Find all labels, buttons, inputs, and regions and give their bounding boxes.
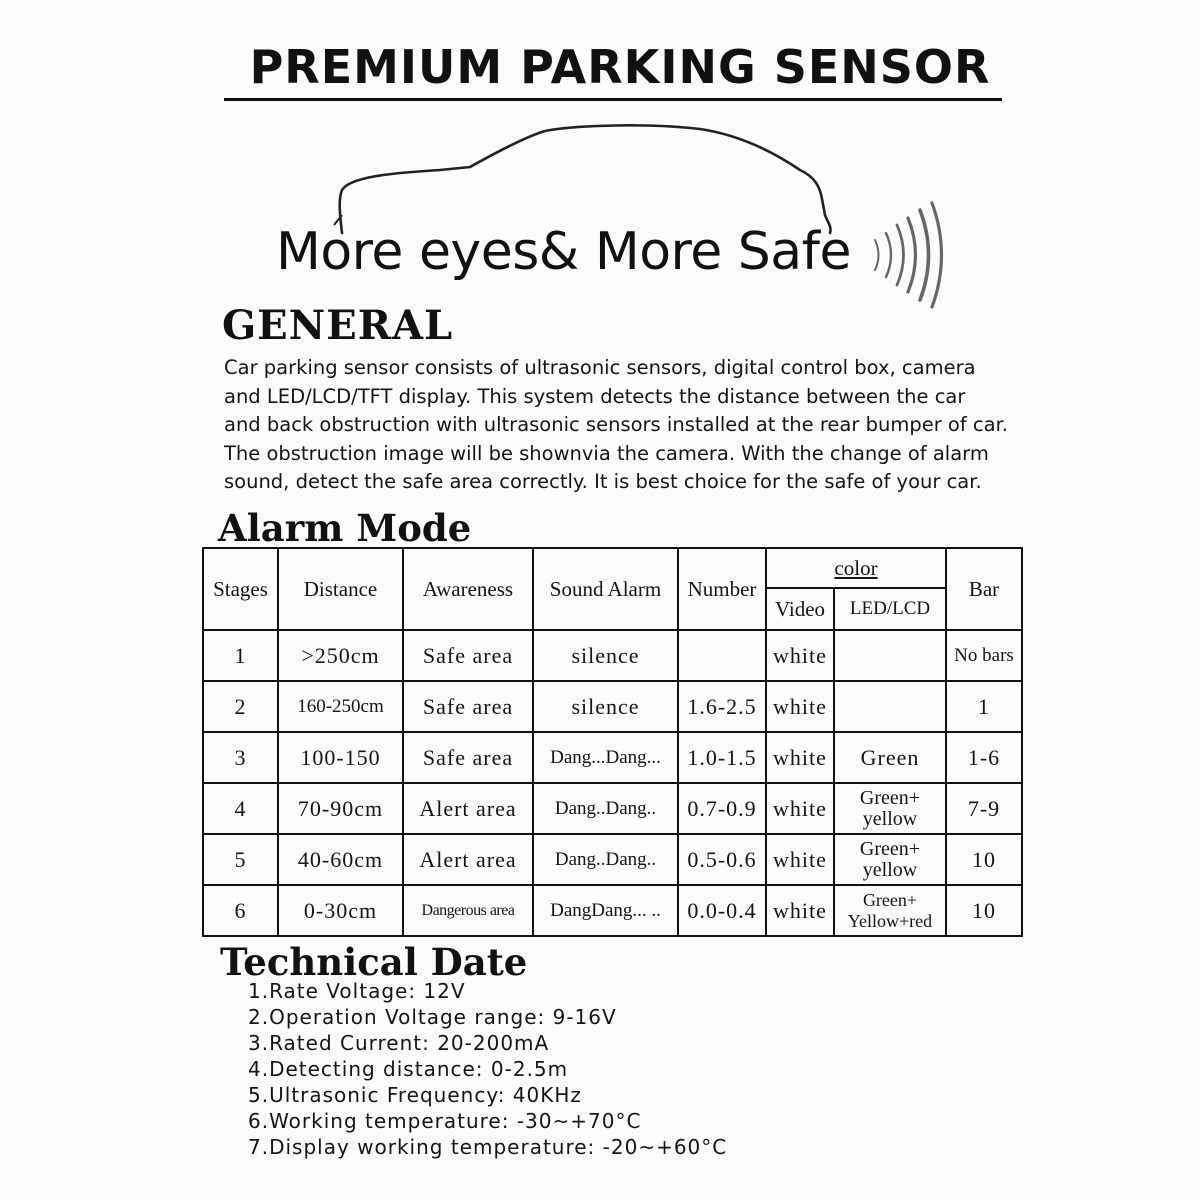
alarm-mode-table (202, 547, 1023, 937)
awareness-cell: Dangerous area (403, 885, 533, 936)
table-row (203, 630, 1022, 681)
sound-cell: silence (533, 681, 678, 732)
general-line: sound, detect the safe area correctly. It is best choice for the safe of your car. (224, 470, 982, 493)
general-line: The obstruction image will be shownvia the camera. With the change of alarm (224, 441, 989, 465)
table-row (203, 732, 1022, 783)
video-cell: white (766, 885, 834, 936)
awareness-cell: Alert area (403, 783, 533, 834)
list-item: 4.Detecting distance: 0-2.5m (248, 1057, 569, 1081)
led-cell (834, 681, 946, 732)
led-line: yellow (862, 858, 918, 881)
distance-cell: >250cm (278, 630, 403, 681)
header-number: Number (678, 548, 766, 630)
general-heading: GENERAL (222, 302, 454, 349)
stage-cell: 5 (203, 834, 278, 885)
table-row (203, 834, 1022, 885)
sound-cell: DangDang... .. (533, 885, 678, 936)
awareness-cell: Safe area (403, 732, 533, 783)
video-cell: white (766, 834, 834, 885)
awareness-cell: Safe area (403, 681, 533, 732)
car-outline-icon (320, 115, 970, 315)
sound-cell: silence (533, 630, 678, 681)
distance-cell: 160-250cm (278, 681, 403, 732)
number-cell: 0.5-0.6 (678, 834, 766, 885)
sound-cell: Dang...Dang... (533, 732, 678, 783)
led-line: Green (860, 744, 920, 770)
table-row (203, 681, 1022, 732)
general-line: Car parking sensor consists of ultrasonic sensors, digital control box, camera (224, 356, 976, 379)
distance-cell: 100-150 (278, 732, 403, 783)
distance-cell: 40-60cm (278, 834, 403, 885)
bar-cell: 10 (946, 834, 1022, 885)
header-video: Video (766, 588, 834, 630)
list-item: 6.Working temperature: -30~+70°C (248, 1109, 642, 1133)
led-line: yellow (862, 807, 918, 830)
bar-cell: 1-6 (946, 732, 1022, 783)
number-cell: 1.6-2.5 (678, 681, 766, 732)
stage-cell: 6 (203, 885, 278, 936)
header-distance: Distance (278, 548, 403, 630)
led-line: Green+ (859, 786, 921, 809)
bar-cell: 1 (946, 681, 1022, 732)
sound-cell: Dang..Dang.. (533, 834, 678, 885)
header-led-lcd: LED/LCD (834, 588, 946, 630)
stage-cell: 3 (203, 732, 278, 783)
list-item: 5.Ultrasonic Frequency: 40KHz (248, 1083, 582, 1107)
number-cell: 0.7-0.9 (678, 783, 766, 834)
header-stages: Stages (203, 548, 278, 630)
car-roofline (340, 125, 831, 233)
led-line: Green+ (859, 837, 921, 860)
video-cell: white (766, 681, 834, 732)
general-paragraph (224, 354, 1054, 497)
distance-cell: 0-30cm (278, 885, 403, 936)
sound-cell: Dang..Dang.. (533, 783, 678, 834)
bar-cell: No bars (946, 630, 1022, 681)
number-cell: 1.0-1.5 (678, 732, 766, 783)
header-bar: Bar (946, 548, 1022, 630)
tagline: More eyes& More Safe (276, 222, 851, 282)
led-cell (834, 885, 946, 936)
general-line: and back obstruction with ultrasonic sensors installed at the rear bumper of car. (224, 413, 1009, 436)
led-cell (834, 783, 946, 834)
table-row (203, 783, 1022, 834)
technical-heading: Technical Date (220, 940, 528, 984)
header-awareness: Awareness (403, 548, 533, 630)
document-title: PREMIUM PARKING SENSOR (249, 40, 991, 94)
bar-cell: 10 (946, 885, 1022, 936)
header-color: color (766, 548, 946, 588)
video-cell: white (766, 783, 834, 834)
table-row (203, 885, 1022, 936)
sound-waves-icon (875, 203, 942, 307)
alarm-mode-heading: Alarm Mode (218, 506, 472, 550)
led-cell (834, 834, 946, 885)
led-cell (834, 630, 946, 681)
number-cell: 0.0-0.4 (678, 885, 766, 936)
bar-cell: 7-9 (946, 783, 1022, 834)
stage-cell: 1 (203, 630, 278, 681)
stage-cell: 4 (203, 783, 278, 834)
distance-cell: 70-90cm (278, 783, 403, 834)
general-line: and LED/LCD/TFT display. This system detects the distance between the car (224, 384, 966, 408)
list-item: 3.Rated Current: 20-200mA (248, 1031, 550, 1055)
list-item: 7.Display working temperature: -20~+60°C (248, 1135, 728, 1159)
stage-cell: 2 (203, 681, 278, 732)
technical-list (248, 978, 727, 1160)
led-line: Yellow+red (847, 910, 933, 931)
number-cell (678, 630, 766, 681)
title-underline (224, 98, 1002, 101)
led-line: Green+ (862, 889, 918, 910)
header-sound-alarm: Sound Alarm (533, 548, 678, 630)
list-item: 2.Operation Voltage range: 9-16V (248, 1005, 617, 1029)
awareness-cell: Alert area (403, 834, 533, 885)
awareness-cell: Safe area (403, 630, 533, 681)
led-cell (834, 732, 946, 783)
list-item: 1.Rate Voltage: 12V (248, 979, 466, 1003)
video-cell: white (766, 630, 834, 681)
video-cell: white (766, 732, 834, 783)
